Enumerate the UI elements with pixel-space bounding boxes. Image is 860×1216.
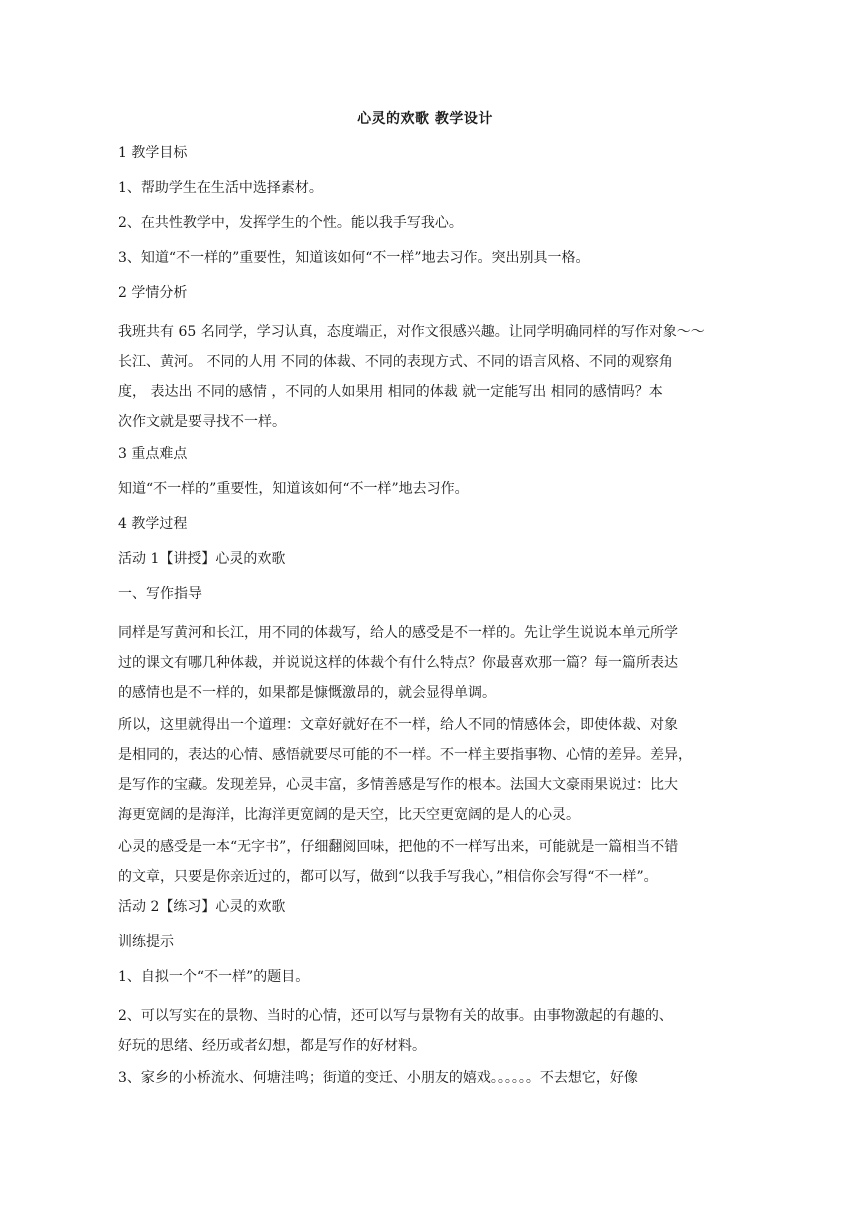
document-page: [118, 108, 732, 1102]
objective-item: 1、帮助学生在生活中选择素材。: [118, 180, 323, 196]
training-tips-heading: 训练提示: [118, 934, 174, 950]
paragraph-line: 次作文就是要寻找不一样。: [118, 414, 286, 430]
section-heading-analysis: 2 学情分析: [118, 285, 188, 301]
paragraph-line: 长江、黄河。 不同的人用 不同的体裁、不同的表现方式、不同的语言风格、不同的观察角: [118, 354, 673, 370]
paragraph-line: 海更宽阔的是海洋，比海洋更宽阔的是天空，比天空更宽阔的是人的心灵。: [118, 807, 580, 823]
paragraph-line: 好玩的思绪、经历或者幻想，都是写作的好材料。: [118, 1038, 426, 1054]
paragraph-line: 的文章，只要是你亲近过的，都可以写，做到“以我手写我心，”相信你会写得“不一样”。: [118, 869, 658, 885]
paragraph-line: 是相同的，表达的心情、感悟就要尽可能的不一样。不一样主要指事物、心情的差异。差异，: [118, 747, 692, 763]
writing-guide-heading: 一、写作指导: [118, 586, 202, 602]
objective-item: 2、在共性教学中，发挥学生的个性。能以我手写我心。: [118, 215, 463, 231]
paragraph-line: 度， 表达出 不同的感情 ，不同的人如果用 相同的体裁 就一定能写出 相同的感情吗？本: [118, 384, 663, 400]
paragraph-line: 的感情也是不一样的，如果都是慷慨激昂的，就会显得单调。: [118, 685, 496, 701]
key-points-text: 知道“不一样的”重要性，知道该如何“不一样”地去习作。: [118, 481, 469, 497]
activity-2-title: 活动 2【练习】心灵的欢歌: [118, 899, 286, 915]
paragraph-line: 是写作的宝藏。发现差异，心灵丰富，多情善感是写作的根本。法国大文豪雨果说过：比大: [118, 777, 678, 793]
paragraph-line: 心灵的感受是一本“无字书”，仔细翻阅回味，把他的不一样写出来，可能就是一篇相当不错: [118, 839, 679, 855]
tip-item: [118, 1001, 732, 1061]
tip-item: 1、自拟一个“不一样”的题目。: [118, 969, 310, 985]
paragraph-line: 过的课文有哪几种体裁，并说说这样的体裁个有什么特点？你最喜欢那一篇？每一篇所表达: [118, 655, 678, 671]
paragraph-line: 所以，这里就得出一个道理：文章好就好在不一样，给人不同的情感体会，即使体裁、对象: [118, 717, 678, 733]
section-heading-process: 4 教学过程: [118, 516, 188, 532]
document-title: 心灵的欢歌 教学设计: [357, 111, 493, 127]
paragraph-line: 2、可以写实在的景物、当时的心情，还可以写与景物有关的故事。由事物激起的有趣的、: [118, 1008, 673, 1024]
activity-1-title: 活动 1【讲授】心灵的欢歌: [118, 551, 286, 567]
paragraph-line: 我班共有 65 名同学，学习认真，态度端正，对作文很感兴趣。让同学明确同样的写作对象～～: [118, 324, 705, 340]
analysis-paragraph: [118, 317, 732, 437]
paragraph-line: 同样是写黄河和长江，用不同的体裁写，给人的感受是不一样的。先让学生说说本单元所学: [118, 625, 678, 641]
guide-paragraph-1: [118, 618, 732, 708]
section-heading-key-points: 3 重点难点: [118, 446, 188, 462]
tip-item: 3、家乡的小桥流水、何塘洼鸣；街道的变迁、小朋友的嬉戏。。。。。。不去想它，好像: [118, 1070, 638, 1086]
guide-paragraph-2: [118, 710, 732, 830]
objective-item: 3、知道“不一样的”重要性，知道该如何“不一样”地去习作。突出别具一格。: [118, 250, 590, 266]
section-heading-objectives: 1 教学目标: [118, 145, 188, 161]
guide-paragraph-3: [118, 832, 732, 892]
